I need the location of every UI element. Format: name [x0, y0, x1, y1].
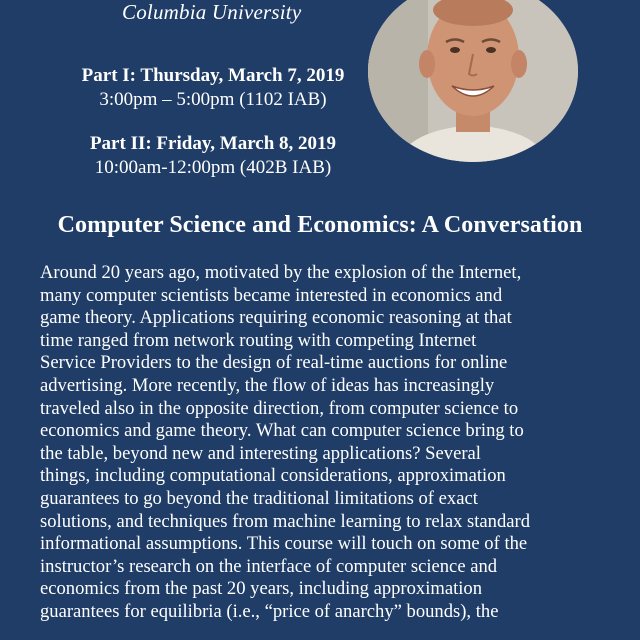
schedule-time: 10:00am-12:00pm (402B IAB) [94, 157, 332, 178]
abstract-line: the table, beyond new and interesting applications? Several [40, 442, 481, 464]
speaker-photo [368, 0, 578, 162]
speaker-affiliation: Columbia University [122, 0, 302, 24]
abstract-line: instructor’s research on the interface of computer science and [40, 555, 498, 577]
schedule-time: 3:00pm – 5:00pm (1102 IAB) [99, 89, 327, 110]
abstract-line: traveled also in the opposite direction, from computer science to [40, 397, 519, 419]
abstract-line: informational assumptions. This course will touch on some of the [40, 533, 528, 555]
course-title: Computer Science and Economics: A Conversation [57, 212, 583, 238]
abstract-line: economics from the past 20 years, including approximation [40, 578, 483, 600]
schedule-day: Part I: Thursday, March 7, 2019 [81, 65, 345, 86]
schedule-part-1 [48, 64, 378, 112]
abstract-line: solutions, and techniques from machine learning to relax standard [40, 510, 531, 532]
abstract-line: Around 20 years ago, motivated by the explosion of the Internet, [40, 262, 522, 283]
abstract-line: Service Providers to the design of real-time auctions for online [40, 352, 508, 374]
abstract-line: time ranged from network routing with competing Internet [40, 329, 477, 351]
abstract-line: economics and game theory. What can computer science bring to [40, 420, 524, 442]
schedule-part-2 [48, 132, 378, 180]
schedule-day: Part II: Friday, March 8, 2019 [89, 133, 337, 154]
course-abstract [40, 262, 640, 624]
abstract-line: things, including computational considerations, approximation [40, 465, 506, 487]
abstract-line: many computer scientists became interested in economics and [40, 284, 503, 306]
abstract-line: game theory. Applications requiring economic reasoning at that [40, 307, 512, 329]
abstract-line: advertising. More recently, the flow of ideas has increasingly [40, 374, 495, 396]
abstract-line: guarantees to go beyond the traditional limitations of exact [40, 487, 478, 509]
abstract-line: guarantees for equilibria (i.e., “price of anarchy” bounds), the [40, 600, 499, 622]
